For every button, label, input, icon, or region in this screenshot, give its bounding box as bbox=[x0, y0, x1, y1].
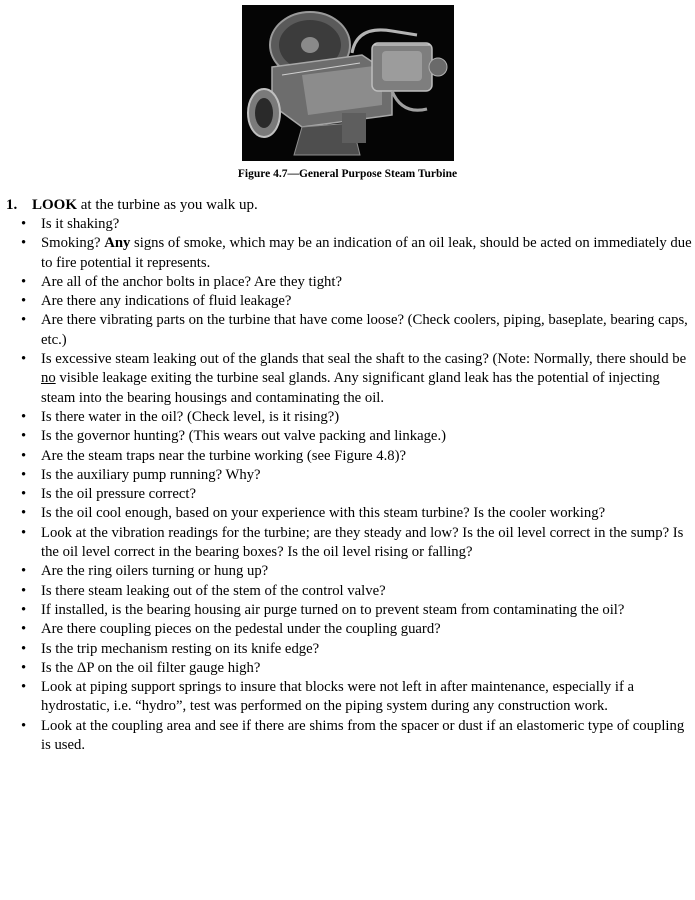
list-item: • Are there any indications of fluid leakage? bbox=[0, 292, 695, 311]
step-number: 1. bbox=[6, 197, 18, 213]
list-item: • Is the oil cool enough, based on your experience with this steam turbine? Is the cooler working? bbox=[0, 504, 695, 523]
list-item: • Look at the coupling area and see if there are shims from the spacer or dust if an elastomeric type of coupling is used. bbox=[0, 717, 695, 756]
list-item: • Smoking? Any signs of smoke, which may be an indication of an oil leak, should be acted on immediately due to fire potential it represents. bbox=[0, 234, 695, 273]
list-item: • Are there vibrating parts on the turbine that have come loose? (Check coolers, piping, baseplate, bearing caps, etc.) bbox=[0, 311, 695, 350]
list-item: • Is the oil pressure correct? bbox=[0, 485, 695, 504]
list-item: • Is there steam leaking out of the stem of the control valve? bbox=[0, 582, 695, 601]
list-item: • Are the steam traps near the turbine working (see Figure 4.8)? bbox=[0, 447, 695, 466]
figure-caption: Figure 4.7—General Purpose Steam Turbine bbox=[237, 168, 458, 180]
step-text: at the turbine as you walk up. bbox=[77, 197, 258, 213]
list-item: • Is the ΔP on the oil filter gauge high? bbox=[0, 659, 695, 678]
list-item: • Are there coupling pieces on the pedestal under the coupling guard? bbox=[0, 620, 695, 639]
step-heading bbox=[6, 196, 258, 215]
list-item: • Is excessive steam leaking out of the glands that seal the shaft to the casing? (Note: Normally, there should be no visible leakage exiting the turbine seal glands. Any significant gland leak has the potential of injecting steam into the bearing housings and contaminating the oil. bbox=[0, 350, 695, 408]
list-item: • Is the governor hunting? (This wears out valve packing and linkage.) bbox=[0, 427, 695, 446]
steam-turbine-photo bbox=[242, 5, 454, 161]
list-item: • Is the trip mechanism resting on its knife edge? bbox=[0, 640, 695, 659]
list-item: • Is the auxiliary pump running? Why? bbox=[0, 466, 695, 485]
list-item: • Are all of the anchor bolts in place? Are they tight? bbox=[0, 273, 695, 292]
list-item: • Is there water in the oil? (Check level, is it rising?) bbox=[0, 408, 695, 427]
list-item: • Are the ring oilers turning or hung up? bbox=[0, 562, 695, 581]
list-item: • Look at piping support springs to insure that blocks were not left in after maintenance, especially if a hydrostatic, i.e. “hydro”, test was performed on the piping system during any construction work. bbox=[0, 678, 695, 717]
inspection-checklist bbox=[0, 215, 695, 755]
list-item: • If installed, is the bearing housing air purge turned on to prevent steam from contaminating the oil? bbox=[0, 601, 695, 620]
list-item: • Is it shaking? bbox=[0, 215, 695, 234]
step-lead-word: LOOK bbox=[32, 197, 78, 213]
list-item: • Look at the vibration readings for the turbine; are they steady and low? Is the oil level correct in the sump? Is the oil level correct in the bearing boxes? Is the oil level rising or falling? bbox=[0, 524, 695, 563]
